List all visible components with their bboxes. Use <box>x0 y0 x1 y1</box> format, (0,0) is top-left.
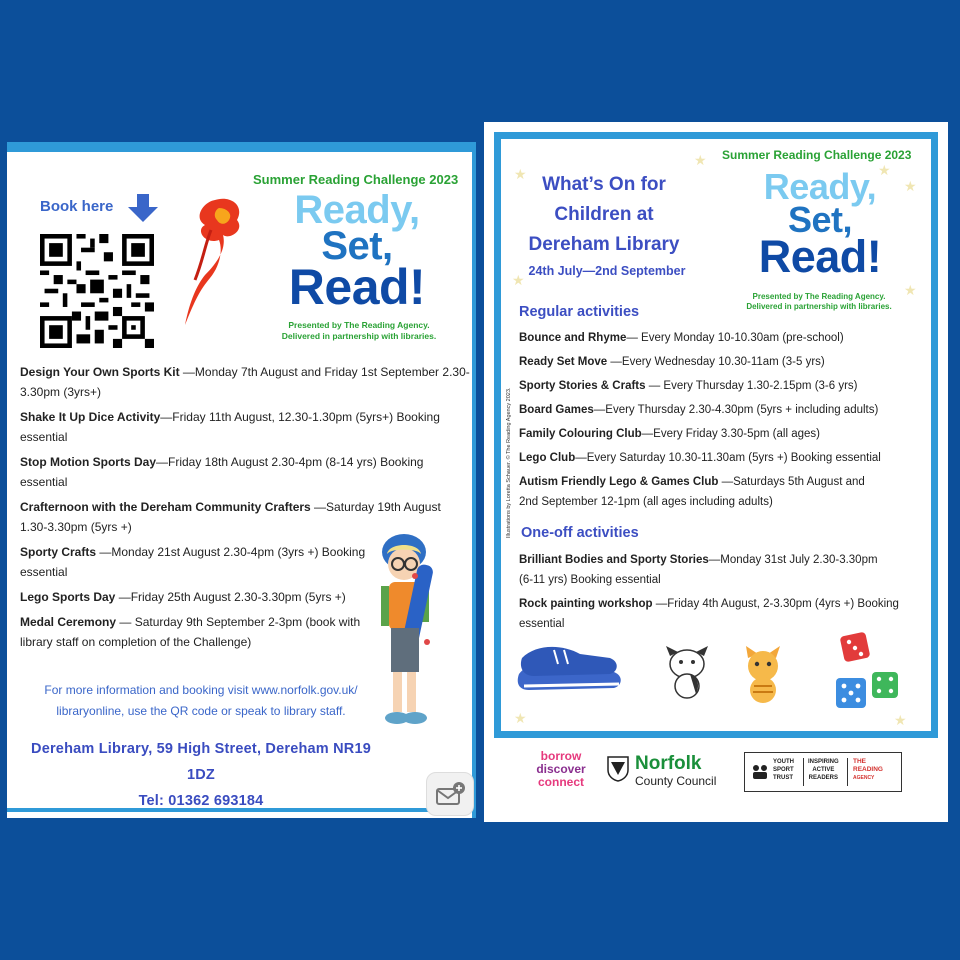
star-icon: ★ <box>694 152 707 168</box>
divider <box>847 758 848 786</box>
whats-on-title <box>514 170 694 260</box>
logo-read: Read! <box>288 259 426 315</box>
activity-item <box>519 400 909 420</box>
activity-name: Board Games <box>519 404 594 416</box>
activity-item <box>519 594 914 634</box>
activity-item <box>519 550 889 590</box>
activity-details: — Every Monday 10-10.30am (pre-school) <box>626 332 844 344</box>
library-address: Dereham Library, 59 High Street, Dereham NR19 1DZ <box>31 741 371 783</box>
reading-agency-text <box>853 758 883 782</box>
logo-read: Read! <box>758 231 882 282</box>
regular-activities-list <box>519 328 909 516</box>
star-icon: ★ <box>904 178 917 194</box>
activity-details: —Monday 31st July 2.30-3.30pm (6-11 yrs) Booking essential <box>519 554 878 586</box>
phoenix-illustration <box>175 190 255 330</box>
right-poster <box>484 122 948 822</box>
youth-sport-trust-text <box>773 758 794 782</box>
activity-name: Sporty Stories & Crafts <box>519 380 646 392</box>
event-item <box>20 362 470 402</box>
info-line2: libraryonline, use the QR code or speak to library staff. <box>56 704 346 718</box>
activity-name: Brilliant Bodies and Sporty Stories <box>519 554 709 566</box>
activity-name: Ready Set Move <box>519 356 608 368</box>
yst-line2: SPORT <box>773 767 794 773</box>
iar-line2: ACTIVE <box>812 767 835 773</box>
activity-name: Autism Friendly Lego & Games Club <box>519 476 719 488</box>
inspiring-active-readers-text <box>808 758 839 782</box>
activity-item <box>519 328 909 348</box>
activity-item <box>519 376 909 396</box>
bdc-line3: connect <box>537 775 584 789</box>
event-details: —Friday 25th August 2.30-3.30pm (5yrs +) <box>115 590 346 604</box>
presented-by <box>269 320 449 341</box>
event-name: Sporty Crafts <box>20 545 97 559</box>
activity-details: —Every Saturday 10.30-11.30am (5yrs +) Booking essential <box>575 452 881 464</box>
divider <box>803 758 804 786</box>
activity-item <box>519 472 869 512</box>
star-icon: ★ <box>878 162 891 178</box>
library-contact <box>21 736 381 814</box>
norfolk-label: Norfolk <box>635 753 702 774</box>
event-name: Design Your Own Sports Kit <box>20 365 180 379</box>
date-range: 24th July—2nd September <box>528 264 686 278</box>
star-icon: ★ <box>514 710 527 726</box>
event-details: —Monday 21st August 2.30-4pm (3yrs +) Booking essential <box>20 545 366 579</box>
activity-item <box>519 424 909 444</box>
whats-on-line3: Dereham Library <box>528 234 680 255</box>
event-details: —Friday 18th August 2.30-4pm (8-14 yrs) Booking essential <box>20 455 424 489</box>
event-name: Stop Motion Sports Day <box>20 455 156 469</box>
top-blue-bar <box>7 142 476 152</box>
logo-set: Set, <box>321 224 393 268</box>
dice-illustration <box>832 630 912 714</box>
activity-details: —Friday 4th August, 2-3.30pm (4yrs +) Booking essential <box>519 598 899 630</box>
mail-add-icon <box>427 773 473 815</box>
activity-name: Bounce and Rhyme <box>519 332 627 344</box>
star-icon: ★ <box>904 282 917 298</box>
event-name: Crafternoon with the Dereham Community Crafters <box>20 500 311 514</box>
event-item <box>20 612 370 652</box>
event-details: —Saturday 19th August 1.30-3.30pm (5yrs +) <box>20 500 441 534</box>
bdc-line1: borrow <box>540 749 582 763</box>
activity-details: —Saturdays 5th August and 2nd September 12-1pm (all ages including adults) <box>519 476 865 508</box>
activity-item <box>519 448 909 468</box>
activity-item <box>519 352 909 372</box>
challenge-title: Summer Reading Challenge 2023 <box>722 148 912 162</box>
event-details: —Friday 11th August, 12.30-1.30pm (5yrs+) Booking essential <box>20 410 440 444</box>
arrow-down-icon <box>128 194 158 222</box>
event-details: —Monday 7th August and Friday 1st September 2.30-3.30pm (3yrs+) <box>20 365 470 399</box>
activity-name: Family Colouring Club <box>519 428 642 440</box>
event-item <box>20 407 470 447</box>
dog-illustration <box>662 646 712 702</box>
yst-line1: YOUTH <box>773 759 794 765</box>
tra-line2: READING <box>853 766 883 773</box>
activity-details: —Every Thursday 2.30-4.30pm (5yrs + including adults) <box>593 404 879 416</box>
tra-line1: THE <box>853 758 866 765</box>
event-item <box>20 452 470 492</box>
illustration-credit: Illustrations by Loretta Schauer. © The Reading Agency 2023. <box>506 387 512 538</box>
star-icon: ★ <box>894 712 907 728</box>
tra-line3: AGENCY <box>853 775 875 781</box>
event-details: — Saturday 9th September 2-3pm (book with library staff on completion of the Challenge) <box>20 615 361 649</box>
iar-line1: INSPIRING <box>808 759 839 765</box>
logo-ready: Ready, <box>294 188 420 232</box>
youth-sport-trust-icon <box>751 763 769 781</box>
library-tel: Tel: 01362 693184 <box>138 793 264 809</box>
boy-skateboard-illustration <box>369 524 469 734</box>
iar-line3: READERS <box>808 775 838 781</box>
one-off-activities-heading: One-off activities <box>521 525 639 541</box>
presented-by <box>734 292 904 312</box>
presented-line1: Presented by The Reading Agency. <box>288 320 430 330</box>
activity-details: —Every Wednesday 10.30-11am (3-5 yrs) <box>607 356 825 368</box>
star-icon: ★ <box>512 272 525 288</box>
event-item <box>20 542 370 582</box>
logo-ready: Ready, <box>763 166 877 207</box>
add-mail-button[interactable] <box>426 772 474 816</box>
whats-on-line1: What’s On for <box>542 174 666 195</box>
event-name: Lego Sports Day <box>20 590 116 604</box>
presented-line1: Presented by The Reading Agency. <box>752 292 886 301</box>
event-name: Shake It Up Dice Activity <box>20 410 161 424</box>
info-line1: For more information and booking visit www.norfolk.gov.uk/ <box>44 683 358 697</box>
logo-set: Set, <box>787 199 853 240</box>
event-name: Medal Ceremony <box>20 615 117 629</box>
side-blue-bar <box>472 142 476 818</box>
borrow-discover-connect-logo <box>528 750 594 789</box>
qr-code[interactable] <box>40 234 154 348</box>
activity-details: — Every Thursday 1.30-2.15pm (3-6 yrs) <box>645 380 858 392</box>
norfolk-crest-icon <box>607 756 629 782</box>
yst-line3: TRUST <box>773 775 793 781</box>
ready-set-read-logo <box>732 166 908 282</box>
sneakers-illustration <box>514 644 629 706</box>
activity-details: —Every Friday 3.30-5pm (all ages) <box>641 428 820 440</box>
one-off-activities-list <box>519 550 899 638</box>
activity-name: Lego Club <box>519 452 576 464</box>
bdc-line2: discover <box>536 762 586 776</box>
county-council-label: County Council <box>635 774 717 788</box>
challenge-title: Summer Reading Challenge 2023 <box>253 172 459 187</box>
presented-line2: Delivered in partnership with libraries. <box>281 330 437 341</box>
book-here-label: Book here <box>40 198 114 215</box>
whats-on-line2: Children at <box>554 204 654 225</box>
left-poster <box>7 142 476 818</box>
norfolk-county-council-logo <box>607 754 732 788</box>
star-icon: ★ <box>514 166 527 182</box>
activity-name: Rock painting workshop <box>519 598 653 610</box>
partner-logos-box <box>744 752 902 792</box>
presented-line2: Delivered in partnership with libraries. <box>746 302 892 311</box>
booking-info <box>21 680 381 722</box>
cat-illustration <box>736 646 792 704</box>
regular-activities-heading: Regular activities <box>519 304 640 320</box>
ready-set-read-logo <box>262 188 452 315</box>
